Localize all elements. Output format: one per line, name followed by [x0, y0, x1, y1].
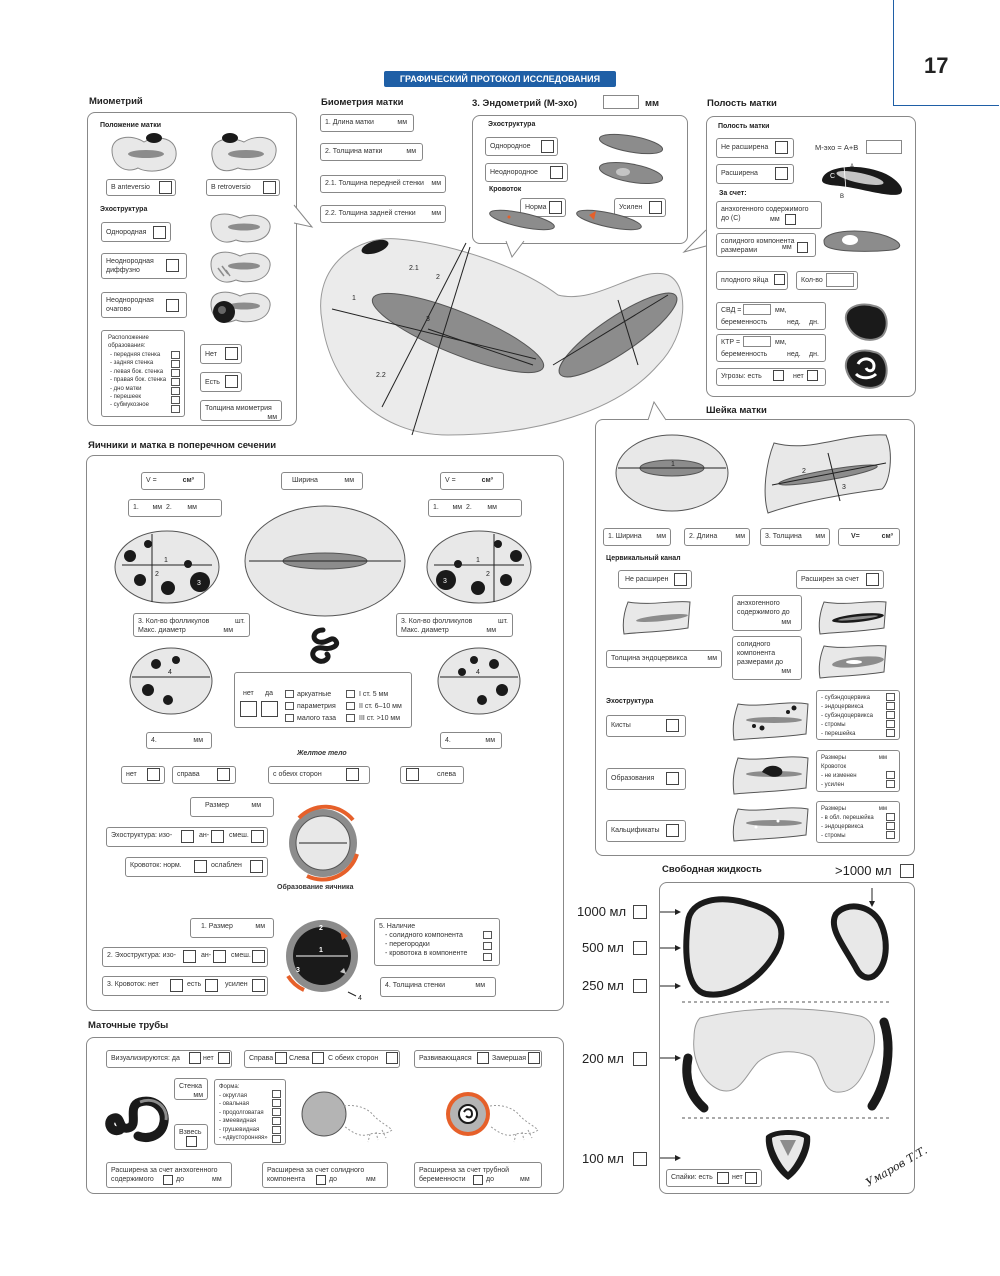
tubes-title: Маточные трубы: [88, 1020, 169, 1031]
location-checkbox[interactable]: [171, 396, 180, 404]
endo-heterogeneous-checkbox[interactable]: [550, 166, 563, 179]
retroversio-checkbox[interactable]: [263, 181, 276, 194]
yellow-body-diagram: [283, 804, 363, 882]
adhesions-no-checkbox[interactable]: [745, 1172, 757, 1184]
f-echo-field[interactable]: 2. Эхоструктура: изо- ан- смеш.: [102, 947, 268, 967]
cervix-pointer: [648, 400, 668, 420]
dilated-anechoic-field[interactable]: Расширена за счет анэхогенного содержимого: [106, 1162, 232, 1188]
free-fluid-title: Свободная жидкость: [662, 864, 762, 875]
formations-checkbox[interactable]: [666, 772, 679, 785]
myometrium-diffuse-icon: [208, 248, 274, 286]
svg-text:2: 2: [319, 925, 323, 932]
vessel-type-arcuate: аркуатные: [297, 691, 332, 698]
side-left-checkbox[interactable]: [312, 1052, 324, 1064]
f-flow-no-checkbox[interactable]: [170, 979, 183, 992]
threat-no-checkbox[interactable]: [807, 370, 818, 381]
canal-anechoic-field[interactable]: анэхогенного содержимого до мм: [732, 595, 802, 631]
cavity-not-dilated-option[interactable]: Не расширена: [716, 138, 794, 158]
vessel-yes-label: да: [265, 690, 273, 697]
suspension-checkbox[interactable]: [186, 1136, 197, 1147]
front-wall-field[interactable]: 2.1. Толщина передней стенки мм: [320, 175, 446, 193]
retroversio-icon: [208, 132, 280, 176]
anteversio-icon: [108, 132, 180, 176]
myometrium-title: Миометрий: [89, 96, 143, 107]
formation-title: Образование яичника: [277, 884, 354, 891]
fluid-500-checkbox[interactable]: [633, 941, 647, 955]
svg-text:3: 3: [197, 580, 201, 587]
cavity-not-dilated-checkbox[interactable]: [775, 141, 788, 154]
yellow-body-title: Желтое тело: [297, 750, 347, 757]
calcifications-icon: [732, 803, 810, 843]
tube-wall-field[interactable]: Стенка мм: [174, 1078, 208, 1100]
cervix-width-field[interactable]: 1. Ширина мм: [603, 528, 671, 546]
homogeneous-option[interactable]: Однородная: [101, 222, 171, 242]
vessel-icon: [305, 626, 343, 666]
back-wall-field[interactable]: 2.2. Толщина задней стенки мм: [320, 205, 446, 223]
dims-left-field[interactable]: 1. мм 2. мм: [128, 499, 222, 517]
fetal-egg-icon: [842, 300, 890, 342]
yb-echo-mixed-checkbox[interactable]: [251, 830, 264, 843]
yb-none-option[interactable]: нет: [121, 766, 165, 784]
tube-solid-icon: [296, 1086, 396, 1146]
suspension-field[interactable]: Взвесь: [174, 1124, 208, 1150]
page-number: 17: [924, 53, 949, 78]
endometrium-value-field[interactable]: [603, 95, 639, 109]
fluid-level-500: 500 мл: [582, 940, 624, 955]
endocervix-field[interactable]: Толщина эндоцервикса мм: [606, 650, 722, 668]
yb-none-checkbox[interactable]: [147, 768, 160, 781]
cavity-a-label: А: [850, 164, 855, 170]
developing-checkbox[interactable]: [477, 1052, 489, 1064]
cysts-option[interactable]: Кисты: [606, 715, 686, 737]
cavity-title: Полость матки: [707, 98, 777, 109]
location-item: - дно матки: [110, 385, 142, 392]
yb-flow-normal-checkbox[interactable]: [194, 860, 207, 873]
fluid-level-1000: 1000 мл: [577, 904, 627, 919]
svg-text:2: 2: [155, 571, 159, 578]
volume-right-field[interactable]: V = см³: [440, 472, 504, 490]
wall-thickness-field[interactable]: 4. Толщина стенки мм: [380, 977, 496, 997]
f-flow-field[interactable]: 3. Кровоток: нет есть усилен: [102, 976, 268, 996]
canal-title: Цервикальный канал: [606, 555, 681, 562]
dilated-solid-to: до: [329, 1176, 337, 1183]
embryo-icon: [842, 346, 890, 390]
cysts-icon: [732, 698, 810, 742]
blood-flow-title: Кровоток: [489, 186, 522, 193]
location-item: - субмукозное: [110, 402, 149, 409]
f-flow-inc-checkbox[interactable]: [252, 979, 265, 992]
flow-normal-icon: [487, 205, 557, 235]
endometrium-mm: мм: [645, 98, 660, 109]
dilated-anechoic-checkbox[interactable]: [163, 1175, 173, 1185]
svg-text:4: 4: [168, 669, 172, 676]
due-to-label: За счет:: [719, 190, 747, 197]
degree-checkbox[interactable]: [346, 690, 355, 698]
no-option[interactable]: Нет: [200, 344, 242, 364]
svg-text:3: 3: [443, 578, 447, 585]
cervix-label-1: 1: [671, 461, 675, 468]
cavity-diagram: [820, 160, 906, 200]
formation-list-checkbox[interactable]: [886, 771, 895, 779]
calc-list-checkbox[interactable]: [886, 831, 895, 839]
cervix-cross-diagram: [614, 433, 730, 513]
hetero-focal-checkbox[interactable]: [166, 299, 179, 312]
f-flow-has-checkbox[interactable]: [205, 979, 218, 992]
hydrosalpinx-icon: [100, 1090, 170, 1148]
location-item: - передняя стенка: [110, 352, 161, 358]
shape-checkbox[interactable]: [272, 1135, 281, 1143]
cavity-solid-checkbox[interactable]: [797, 242, 808, 253]
biometry-label-3: 3: [426, 316, 430, 323]
cavity-solid-icon: [822, 226, 904, 254]
uterus-thickness-field[interactable]: 2. Толщина матки мм: [320, 143, 423, 161]
endo-hetero-icon: [598, 159, 664, 187]
cervix-length-field[interactable]: 2. Длина мм: [684, 528, 750, 546]
anteversio-option[interactable]: В anteversio: [106, 179, 176, 196]
cavity-c-label: С: [830, 173, 836, 180]
location-item: - правая бок. стенка: [110, 377, 167, 384]
frozen-checkbox[interactable]: [528, 1052, 540, 1064]
myometrium-echo-title: Эхоструктура: [100, 206, 148, 213]
cervix-thickness-field[interactable]: 3. Толщина мм: [760, 528, 830, 546]
vessel-type-checkbox[interactable]: [285, 714, 294, 722]
follicles-left-field[interactable]: 3. Кол-во фолликулов шт. Макс. диаметр мм: [133, 613, 250, 637]
vessel-type-checkbox[interactable]: [285, 690, 294, 698]
location-title: Расположение образования:: [108, 335, 149, 350]
cavity-b-label: В: [840, 194, 845, 200]
calc-list-checkbox[interactable]: [886, 813, 895, 821]
position-title: Положение матки: [100, 122, 162, 129]
fluid-level-over-1000: >1000 мл: [835, 863, 892, 878]
yb-right-option[interactable]: справа: [172, 766, 236, 784]
canal-dilated-option[interactable]: Расширен за счет: [796, 570, 884, 589]
location-checkbox[interactable]: [171, 369, 180, 377]
visualized-no-checkbox[interactable]: [218, 1052, 230, 1064]
presence-checkbox[interactable]: [483, 953, 492, 961]
ovary-formation-diagram: [282, 914, 366, 1002]
presence-checkbox[interactable]: [483, 942, 492, 950]
fluid-level-250: 250 мл: [582, 978, 624, 993]
shape-checkbox[interactable]: [272, 1108, 281, 1116]
endometrium-pointer: [506, 241, 530, 259]
uterus-length-field[interactable]: 1. Длина матки мм: [320, 114, 414, 132]
endometrium-echo-title: Эхоструктура: [488, 121, 536, 128]
shape-checkbox[interactable]: [272, 1117, 281, 1125]
location-checkbox[interactable]: [171, 387, 180, 395]
calcifications-option[interactable]: Кальцификаты: [606, 820, 686, 842]
threat-yes-checkbox[interactable]: [773, 370, 784, 381]
location-checkbox[interactable]: [171, 378, 180, 386]
hetero-focal-option[interactable]: Неоднородная очагово: [101, 292, 187, 318]
fetal-egg-checkbox[interactable]: [774, 274, 785, 285]
cavity-dilated-checkbox[interactable]: [775, 167, 788, 180]
yb-both-option[interactable]: с обеих сторон: [268, 766, 370, 784]
visualized-field[interactable]: Визуализируются: да нет: [106, 1050, 232, 1068]
yb-size-field[interactable]: Размер мм: [190, 797, 274, 817]
dims-right-field[interactable]: 1. мм 2. мм: [428, 499, 522, 517]
fluid-level-200: 200 мл: [582, 1051, 624, 1066]
flow-increased-option[interactable]: Усилен: [614, 198, 666, 217]
cyst-list-checkbox[interactable]: [886, 702, 895, 710]
uterus-longitudinal-diagram: [318, 225, 690, 439]
endometrium-title: 3. Эндометрий (М-эхо): [472, 98, 578, 109]
cervix-label-2: 2: [802, 468, 806, 475]
dilated-solid-field[interactable]: Расширена за счет солидного компонента: [262, 1162, 388, 1188]
homogeneous-checkbox[interactable]: [153, 226, 166, 239]
vessel-no-checkbox[interactable]: [240, 701, 257, 717]
volume-left-field[interactable]: V = см³: [141, 472, 205, 490]
cavity-solid-field[interactable]: солидного компонента размерами: [716, 233, 816, 257]
yb-right-checkbox[interactable]: [217, 768, 230, 781]
cyst-list-checkbox[interactable]: [886, 711, 895, 719]
location-list: [110, 351, 166, 410]
cervix-volume-field[interactable]: V= см³: [838, 528, 900, 546]
f-echo-mixed-checkbox[interactable]: [252, 950, 265, 963]
hetero-diffuse-option[interactable]: Неоднородная диффузно: [101, 253, 187, 279]
canal-solid-icon: [818, 642, 888, 680]
yes-checkbox[interactable]: [225, 375, 238, 388]
fluid-250-checkbox[interactable]: [633, 979, 647, 993]
cavity-inner-title: Полость матки: [718, 123, 770, 130]
location-item: - задняя стенка: [110, 360, 154, 367]
degree-2: II ст. 6–10 мм: [359, 703, 402, 710]
cervix-echo-title: Эхоструктура: [606, 698, 654, 705]
ovary-right-lower-diagram: [436, 646, 522, 716]
yb-flow-weak-checkbox[interactable]: [250, 860, 263, 873]
ovary-right-diagram: [424, 528, 534, 606]
cervix-long-diagram: [762, 433, 896, 515]
flow-increased-checkbox[interactable]: [649, 201, 662, 214]
adhesions-field[interactable]: Спайки: есть нет: [666, 1169, 762, 1187]
fluid-200-checkbox[interactable]: [633, 1052, 647, 1066]
dilated-pregnancy-mm: мм: [520, 1176, 530, 1183]
yb-echo-iso-checkbox[interactable]: [181, 830, 194, 843]
shape-checkbox[interactable]: [272, 1099, 281, 1107]
dilated-pregnancy-to: до: [486, 1176, 494, 1183]
endo-heterogeneous-option[interactable]: Неоднородное: [485, 163, 568, 182]
svg-text:1: 1: [476, 557, 480, 564]
endo-homogeneous-option[interactable]: Однородное: [485, 137, 558, 156]
degree-3: III ст. >10 мм: [359, 715, 401, 722]
calc-list-checkbox[interactable]: [886, 822, 895, 830]
no-checkbox[interactable]: [225, 347, 238, 360]
degree-1: I ст. 5 мм: [359, 691, 389, 698]
cyst-list-checkbox[interactable]: [886, 720, 895, 728]
location-checkbox[interactable]: [171, 360, 180, 368]
count-field[interactable]: Кол-во: [796, 271, 858, 290]
svg-text:1: 1: [319, 947, 323, 954]
svg-text:1: 1: [164, 557, 168, 564]
degree-checkbox[interactable]: [346, 714, 355, 722]
mecho-formula: М-эхо = А+В: [815, 143, 859, 152]
biometry-label-1: 1: [352, 295, 356, 302]
ovary-left-diagram: [112, 528, 222, 606]
yb-left-checkbox[interactable]: [406, 768, 419, 781]
vessel-yes-checkbox[interactable]: [261, 701, 278, 717]
svd-input[interactable]: [743, 304, 771, 315]
formations-icon: [732, 752, 810, 796]
cavity-dilated-option[interactable]: Расширена: [716, 164, 794, 184]
ktr-field[interactable]: КТР = мм, беременность нед. дн.: [716, 334, 826, 362]
shape-checkbox[interactable]: [272, 1090, 281, 1098]
ovary-left-lower-diagram: [128, 646, 214, 716]
retroversio-option[interactable]: В retroversio: [206, 179, 280, 196]
flow-normal-option[interactable]: Норма: [520, 198, 566, 217]
presence-checkbox[interactable]: [483, 931, 492, 939]
shape-checkbox[interactable]: [272, 1126, 281, 1134]
degree-checkbox[interactable]: [346, 702, 355, 710]
calcifications-checkbox[interactable]: [666, 824, 679, 837]
dilated-solid-checkbox[interactable]: [316, 1175, 326, 1185]
formation-list-checkbox[interactable]: [886, 780, 895, 788]
yb-echo-field[interactable]: Эхоструктура: изо- ан- смеш.: [106, 827, 268, 847]
author-signature: Умаров Т.Т.: [863, 1143, 930, 1190]
side-field[interactable]: Справа Слева С обеих сторон: [244, 1050, 400, 1068]
visualized-yes-checkbox[interactable]: [189, 1052, 201, 1064]
ktr-input[interactable]: [743, 336, 771, 347]
cervix-title: Шейка матки: [706, 405, 767, 416]
follicles-right-field[interactable]: 3. Кол-во фолликулов шт. Макс. диаметр мм: [396, 613, 513, 637]
formations-option[interactable]: Образования: [606, 768, 686, 790]
cavity-anechoic-field[interactable]: анэхогенного содержимого до (С): [716, 201, 822, 229]
yb-flow-field[interactable]: Кровоток: норм. ослаблен: [125, 857, 268, 877]
fetal-egg-option[interactable]: плодного яйца: [716, 271, 788, 290]
shape-box: Форма: - округлая - овальная - продолговатая - змеевидная - грушевидная - «двусторонняя»: [214, 1079, 286, 1145]
cavity-solid-mm: мм: [782, 244, 792, 251]
cyst-list-box: - субэндоцервика - эндоцервикса - субэндоцервикса - стромы - перешейка: [816, 690, 900, 740]
dilated-pregnancy-field[interactable]: Расширена за счет трубной беременности: [414, 1162, 542, 1188]
cyst-list-checkbox[interactable]: [886, 693, 895, 701]
yb-left-option[interactable]: слева: [400, 766, 464, 784]
myometrium-focal-icon: [208, 288, 274, 328]
endo-homogeneous-checkbox[interactable]: [541, 140, 554, 153]
biometry-label-2: 2: [436, 274, 440, 281]
fluid-1000-checkbox[interactable]: [633, 905, 647, 919]
side-right-checkbox[interactable]: [275, 1052, 287, 1064]
canal-solid-field[interactable]: солидного компонента размерами до мм: [732, 636, 802, 680]
count-input[interactable]: [826, 273, 854, 287]
dilated-pregnancy-checkbox[interactable]: [473, 1175, 483, 1185]
canal-anechoic-icon: [818, 598, 888, 636]
formation-list-box: Размеры мм Кровоток - не изменен - усилен: [816, 750, 900, 792]
vessel-type-checkbox[interactable]: [285, 702, 294, 710]
dilated-anechoic-to: до: [176, 1176, 184, 1183]
cervix-label-3: 3: [842, 484, 846, 491]
cavity-anechoic-mm: мм: [770, 216, 780, 223]
f-size-field[interactable]: 1. Размер мм: [190, 918, 274, 938]
yes-option[interactable]: Есть: [200, 372, 242, 392]
pregnancy-state-field[interactable]: Развивающаяся Замершая: [414, 1050, 542, 1068]
fluid-100-checkbox[interactable]: [633, 1152, 647, 1166]
myometrium-pointer: [294, 205, 314, 235]
threats-field[interactable]: Угрозы: есть нет: [716, 368, 826, 386]
f-echo-iso-checkbox[interactable]: [183, 950, 196, 963]
myometrium-homo-icon: [208, 210, 274, 246]
fluid-level-100: 100 мл: [582, 1151, 624, 1166]
vessel-type-pelvis: малого таза: [297, 715, 337, 722]
page-banner: ГРАФИЧЕСКИЙ ПРОТОКОЛ ИССЛЕДОВАНИЯ: [384, 71, 616, 87]
yb-echo-an-checkbox[interactable]: [211, 830, 224, 843]
biometry-label-2-2: 2.2: [376, 372, 386, 379]
cysts-checkbox[interactable]: [666, 719, 679, 732]
dilated-solid-mm: мм: [366, 1176, 376, 1183]
presence-box: 5. Наличие - солидного компонента - перегородки - кровотока в компоненте: [374, 918, 500, 966]
ovaries-title: Яичники и матка в поперечном сечении: [88, 440, 277, 451]
width-field[interactable]: Ширина мм: [281, 472, 363, 490]
calc-list-box: Размеры мм - в обл. перешейка - эндоцервикса - стромы: [816, 801, 900, 843]
tube-pregnancy-icon: [440, 1086, 544, 1146]
cyst-list-checkbox[interactable]: [886, 729, 895, 737]
endo-homo-icon: [598, 131, 664, 157]
svg-text:2: 2: [486, 571, 490, 578]
uterus-transverse-diagram: [243, 504, 407, 618]
location-item: - левая бок. стенка: [110, 368, 164, 375]
svg-text:4: 4: [476, 669, 480, 676]
mecho-formula-field[interactable]: [866, 140, 902, 154]
vessel-no-label: нет: [243, 690, 254, 697]
canal-not-dilated-option[interactable]: Не расширен: [618, 570, 692, 589]
svg-text:3: 3: [296, 967, 300, 974]
cavity-anechoic-checkbox[interactable]: [785, 214, 796, 225]
biometry-title: Биометрия матки: [321, 97, 404, 108]
location-checkbox[interactable]: [171, 405, 180, 413]
adhesions-yes-checkbox[interactable]: [717, 1172, 729, 1184]
svg-text:4: 4: [358, 995, 362, 1002]
vessel-type-parametrium: параметрия: [297, 703, 336, 710]
biometry-label-2-1: 2.1: [409, 265, 419, 272]
cavity-pointer: [684, 230, 708, 254]
canal-not-dilated-checkbox[interactable]: [674, 573, 687, 586]
yb-both-checkbox[interactable]: [346, 768, 359, 781]
location-item: - перешеек: [110, 394, 142, 401]
canal-dilated-checkbox[interactable]: [866, 573, 879, 586]
dilated-anechoic-mm: мм: [212, 1176, 222, 1183]
flow-increased-icon: [574, 205, 644, 235]
four-left-field[interactable]: 4. мм: [146, 732, 212, 749]
svd-field[interactable]: СВД = мм, беременность нед. дн.: [716, 302, 826, 330]
canal-normal-icon: [622, 598, 692, 636]
four-right-field[interactable]: 4. мм: [440, 732, 502, 749]
myometrium-thickness-field[interactable]: Толщина миометрия мм: [200, 400, 282, 421]
fluid-over-1000-checkbox[interactable]: [900, 864, 914, 878]
f-echo-an-checkbox[interactable]: [213, 950, 226, 963]
location-checkbox[interactable]: [171, 351, 180, 359]
hetero-diffuse-checkbox[interactable]: [166, 259, 179, 272]
free-fluid-diagram: [660, 882, 912, 1188]
anteversio-checkbox[interactable]: [159, 181, 172, 194]
side-both-checkbox[interactable]: [386, 1052, 398, 1064]
